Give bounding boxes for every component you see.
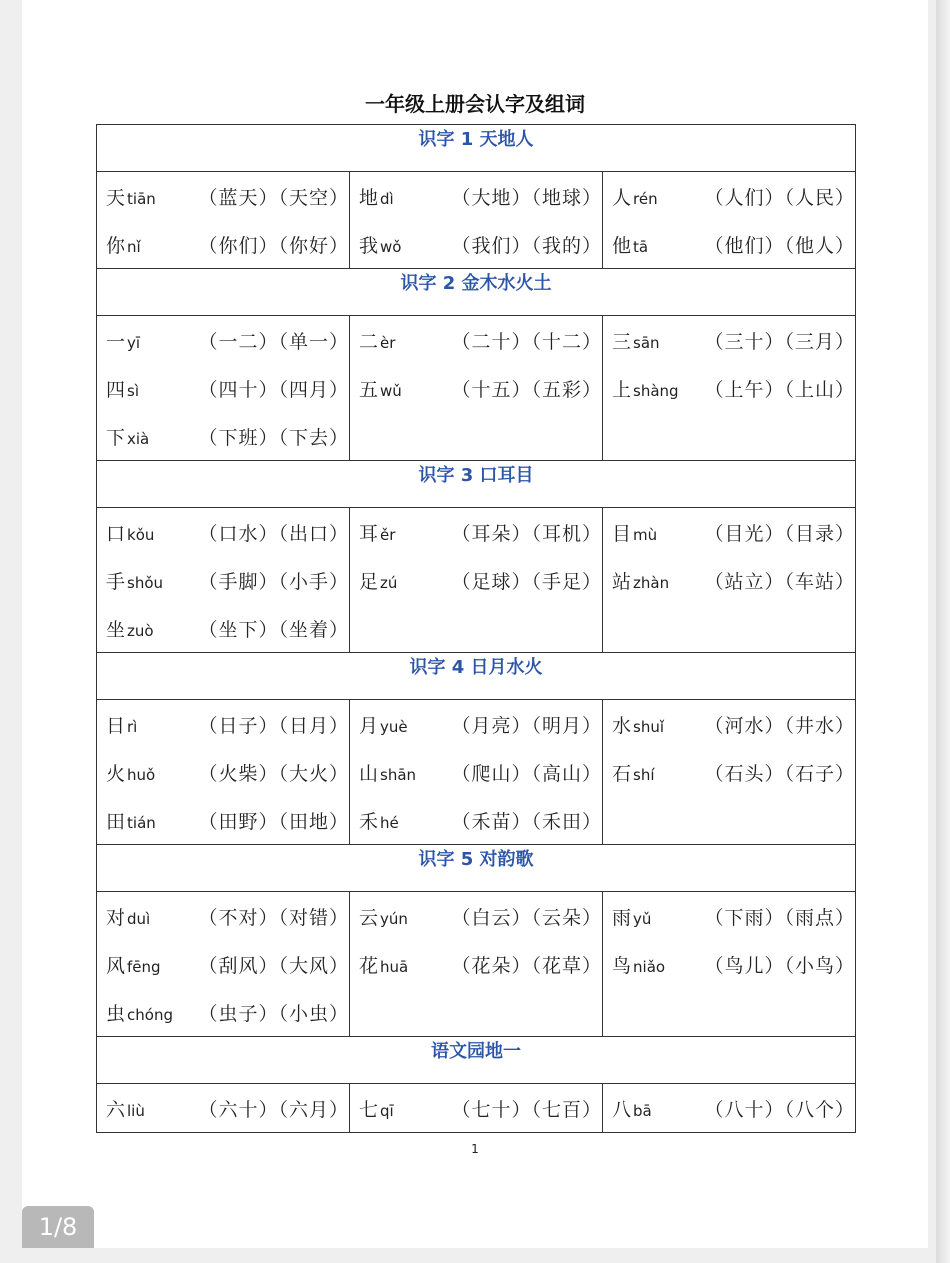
- character-entry: [97, 172, 349, 220]
- character-entry: [97, 1084, 349, 1132]
- pinyin: rén: [633, 189, 658, 208]
- character-with-pinyin: [97, 519, 198, 546]
- section-title: 识字 2 金木水火土: [97, 269, 856, 316]
- pinyin: tiān: [127, 189, 156, 208]
- word-combinations: （田野）（田地）: [198, 810, 349, 833]
- pinyin: yī: [127, 333, 141, 352]
- word-combinations: （火柴）（大火）: [198, 762, 349, 785]
- pinyin: yǔ: [633, 909, 652, 928]
- character: 日: [106, 714, 126, 737]
- character-entry: [97, 508, 349, 556]
- pinyin: qī: [380, 1101, 394, 1120]
- section-title-row: [97, 1037, 856, 1084]
- section-title: 识字 4 日月水火: [97, 653, 856, 700]
- character: 足: [359, 570, 379, 593]
- pinyin: tián: [127, 813, 156, 832]
- character-with-pinyin: [603, 327, 704, 354]
- character-with-pinyin: [603, 903, 704, 930]
- character-with-pinyin: [350, 183, 451, 210]
- character: 山: [359, 762, 379, 785]
- character: 鸟: [612, 954, 632, 977]
- character-entry: [603, 892, 855, 940]
- pinyin: sān: [633, 333, 660, 352]
- character: 禾: [359, 810, 379, 833]
- section-title: 识字 5 对韵歌: [97, 845, 856, 892]
- character-with-pinyin: [603, 231, 704, 258]
- word-combinations: （下班）（下去）: [198, 426, 349, 449]
- character: 田: [106, 810, 126, 833]
- character-with-pinyin: [350, 375, 451, 402]
- character-with-pinyin: [97, 807, 198, 834]
- character-entry: [97, 988, 349, 1036]
- pinyin: wǒ: [380, 237, 402, 256]
- character-column: [350, 508, 603, 653]
- word-combinations: （十五）（五彩）: [451, 378, 602, 401]
- character-column: [603, 892, 856, 1037]
- character-entry: [97, 700, 349, 748]
- character-with-pinyin: [97, 423, 198, 450]
- character: 口: [106, 522, 126, 545]
- character-with-pinyin: [97, 327, 198, 354]
- section-title-row: [97, 845, 856, 892]
- pinyin: shān: [380, 765, 417, 784]
- character-column: [350, 1084, 603, 1133]
- character: 手: [106, 570, 126, 593]
- character-column: [97, 316, 350, 461]
- character-with-pinyin: [603, 759, 704, 786]
- character: 石: [612, 762, 632, 785]
- word-combinations: （鸟儿）（小鸟）: [704, 954, 855, 977]
- word-combinations: （八十）（八个）: [704, 1098, 855, 1121]
- word-combinations: （四十）（四月）: [198, 378, 349, 401]
- character-entry: [603, 220, 855, 268]
- character: 人: [612, 186, 632, 209]
- character-entry: [603, 940, 855, 988]
- word-combinations: （刮风）（大风）: [198, 954, 349, 977]
- pinyin: zuò: [127, 621, 154, 640]
- character-with-pinyin: [97, 567, 198, 594]
- pinyin: rì: [127, 717, 138, 736]
- section-content-row: [97, 892, 856, 1037]
- character-with-pinyin: [97, 711, 198, 738]
- character-with-pinyin: [97, 999, 198, 1026]
- character-with-pinyin: [603, 711, 704, 738]
- section-content-row: [97, 508, 856, 653]
- pinyin: chóng: [127, 1005, 173, 1024]
- word-combinations: （大地）（地球）: [451, 186, 602, 209]
- character-with-pinyin: [97, 903, 198, 930]
- pinyin: shuǐ: [633, 717, 665, 736]
- pinyin: nǐ: [127, 237, 141, 256]
- pinyin: kǒu: [127, 525, 155, 544]
- character-entry: [350, 1084, 602, 1132]
- character-with-pinyin: [350, 711, 451, 738]
- pinyin: shàng: [633, 381, 679, 400]
- word-combinations: （石头）（石子）: [704, 762, 855, 785]
- pinyin: yuè: [380, 717, 408, 736]
- character: 耳: [359, 522, 379, 545]
- word-combinations: （白云）（云朵）: [451, 906, 602, 929]
- scrollbar-strip[interactable]: [936, 0, 950, 1263]
- character-column: [350, 316, 603, 461]
- character-column: [97, 1084, 350, 1133]
- character: 坐: [106, 618, 126, 641]
- character: 目: [612, 522, 632, 545]
- character: 地: [359, 186, 379, 209]
- character-column: [97, 700, 350, 845]
- character-entry: [350, 940, 602, 988]
- character-entry: [97, 364, 349, 412]
- character: 风: [106, 954, 126, 977]
- word-combinations: （不对）（对错）: [198, 906, 349, 929]
- pinyin: sì: [127, 381, 139, 400]
- character-entry: [350, 364, 602, 412]
- character: 我: [359, 234, 379, 257]
- pinyin: zhàn: [633, 573, 670, 592]
- word-combinations: （下雨）（雨点）: [704, 906, 855, 929]
- character: 天: [106, 186, 126, 209]
- character-column: [350, 892, 603, 1037]
- word-combinations: （禾苗）（禾田）: [451, 810, 602, 833]
- word-combinations: （人们）（人民）: [704, 186, 855, 209]
- character-with-pinyin: [97, 951, 198, 978]
- character-column: [603, 172, 856, 269]
- word-combinations: （目光）（目录）: [704, 522, 855, 545]
- character-entry: [603, 748, 855, 796]
- character: 雨: [612, 906, 632, 929]
- word-combinations: （上午）（上山）: [704, 378, 855, 401]
- character-entry: [350, 892, 602, 940]
- character-column: [350, 700, 603, 845]
- character-column: [603, 508, 856, 653]
- character: 你: [106, 234, 126, 257]
- character-entry: [97, 412, 349, 460]
- character-entry: [603, 556, 855, 604]
- character: 对: [106, 906, 126, 929]
- character: 五: [359, 378, 379, 401]
- word-combinations: （他们）（他人）: [704, 234, 855, 257]
- word-combinations: （坐下）（坐着）: [198, 618, 349, 641]
- section-content-row: [97, 700, 856, 845]
- character: 八: [612, 1098, 632, 1121]
- character: 花: [359, 954, 379, 977]
- character-entry: [97, 556, 349, 604]
- character-with-pinyin: [350, 519, 451, 546]
- character-column: [603, 700, 856, 845]
- word-combinations: （你们）（你好）: [198, 234, 349, 257]
- character: 上: [612, 378, 632, 401]
- character: 六: [106, 1098, 126, 1121]
- character-entry: [97, 604, 349, 652]
- character-with-pinyin: [350, 231, 451, 258]
- character-with-pinyin: [603, 183, 704, 210]
- pinyin: huā: [380, 957, 409, 976]
- character-with-pinyin: [97, 1095, 198, 1122]
- character-with-pinyin: [350, 327, 451, 354]
- character-entry: [350, 700, 602, 748]
- word-combinations: （河水）（井水）: [704, 714, 855, 737]
- character-with-pinyin: [603, 519, 704, 546]
- pinyin: zú: [380, 573, 398, 592]
- character-column: [603, 1084, 856, 1133]
- section-title-row: [97, 125, 856, 172]
- character-with-pinyin: [603, 567, 704, 594]
- character-with-pinyin: [350, 567, 451, 594]
- word-combinations: （足球）（手足）: [451, 570, 602, 593]
- pinyin: dì: [380, 189, 394, 208]
- character-column: [97, 508, 350, 653]
- character-entry: [97, 892, 349, 940]
- pinyin: ěr: [380, 525, 396, 544]
- word-combinations: （口水）（出口）: [198, 522, 349, 545]
- character-entry: [603, 700, 855, 748]
- word-combinations: （月亮）（明月）: [451, 714, 602, 737]
- pinyin: huǒ: [127, 765, 156, 784]
- pinyin: hé: [380, 813, 399, 832]
- character: 七: [359, 1098, 379, 1121]
- section-title: 语文园地一: [97, 1037, 856, 1084]
- character-entry: [97, 940, 349, 988]
- pinyin: duì: [127, 909, 151, 928]
- character-entry: [350, 316, 602, 364]
- character: 虫: [106, 1002, 126, 1025]
- character: 四: [106, 378, 126, 401]
- character-with-pinyin: [97, 759, 198, 786]
- character-with-pinyin: [603, 375, 704, 402]
- character-with-pinyin: [603, 951, 704, 978]
- character-with-pinyin: [97, 615, 198, 642]
- pinyin: liù: [127, 1101, 145, 1120]
- character-entry: [97, 748, 349, 796]
- character: 三: [612, 330, 632, 353]
- word-combinations: （耳朵）（耳机）: [451, 522, 602, 545]
- character-entry: [350, 748, 602, 796]
- word-combinations: （七十）（七百）: [451, 1098, 602, 1121]
- character-entry: [603, 364, 855, 412]
- character-entry: [97, 220, 349, 268]
- character-column: [97, 172, 350, 269]
- character-entry: [603, 508, 855, 556]
- character-table: [96, 124, 856, 1133]
- character-entry: [350, 508, 602, 556]
- word-combinations: （虫子）（小虫）: [198, 1002, 349, 1025]
- pinyin: xià: [127, 429, 150, 448]
- page-indicator[interactable]: 1/8: [22, 1206, 94, 1248]
- character-entry: [350, 556, 602, 604]
- document-title: 一年级上册会认字及组词: [365, 92, 585, 116]
- character-column: [97, 892, 350, 1037]
- character-with-pinyin: [603, 1095, 704, 1122]
- character: 月: [359, 714, 379, 737]
- character-with-pinyin: [97, 231, 198, 258]
- section-title: 识字 1 天地人: [97, 125, 856, 172]
- character: 站: [612, 570, 632, 593]
- character-with-pinyin: [350, 807, 451, 834]
- pinyin: wǔ: [380, 381, 402, 400]
- word-combinations: （站立）（车站）: [704, 570, 855, 593]
- pinyin: mù: [633, 525, 658, 544]
- character-with-pinyin: [97, 375, 198, 402]
- page-number: 1: [471, 1142, 479, 1156]
- character-column: [350, 172, 603, 269]
- character-entry: [603, 172, 855, 220]
- character-with-pinyin: [350, 951, 451, 978]
- word-combinations: （蓝天）（天空）: [198, 186, 349, 209]
- word-combinations: （六十）（六月）: [198, 1098, 349, 1121]
- section-title-row: [97, 461, 856, 508]
- character-entry: [97, 316, 349, 364]
- pinyin: fēng: [127, 957, 161, 976]
- character-entry: [350, 796, 602, 844]
- character-with-pinyin: [350, 903, 451, 930]
- pinyin: bā: [633, 1101, 652, 1120]
- section-content-row: [97, 1084, 856, 1133]
- character-with-pinyin: [350, 1095, 451, 1122]
- pinyin: tā: [633, 237, 649, 256]
- pinyin: niǎo: [633, 957, 666, 976]
- character-entry: [603, 1084, 855, 1132]
- word-combinations: （日子）（日月）: [198, 714, 349, 737]
- word-combinations: （爬山）（高山）: [451, 762, 602, 785]
- pinyin: yún: [380, 909, 408, 928]
- character: 二: [359, 330, 379, 353]
- section-title-row: [97, 653, 856, 700]
- word-combinations: （我们）（我的）: [451, 234, 602, 257]
- section-content-row: [97, 316, 856, 461]
- character: 水: [612, 714, 632, 737]
- word-combinations: （手脚）（小手）: [198, 570, 349, 593]
- section-content-row: [97, 172, 856, 269]
- word-combinations: （二十）（十二）: [451, 330, 602, 353]
- character-with-pinyin: [97, 183, 198, 210]
- section-title: 识字 3 口耳目: [97, 461, 856, 508]
- character-entry: [97, 796, 349, 844]
- pinyin: shǒu: [127, 573, 164, 592]
- character: 他: [612, 234, 632, 257]
- character-column: [603, 316, 856, 461]
- section-title-row: [97, 269, 856, 316]
- pinyin: èr: [380, 333, 396, 352]
- character: 云: [359, 906, 379, 929]
- character-entry: [350, 220, 602, 268]
- character-entry: [350, 172, 602, 220]
- word-combinations: （三十）（三月）: [704, 330, 855, 353]
- character: 火: [106, 762, 126, 785]
- word-combinations: （花朵）（花草）: [451, 954, 602, 977]
- character: 下: [106, 426, 126, 449]
- word-combinations: （一二）（单一）: [198, 330, 349, 353]
- character-entry: [603, 316, 855, 364]
- pinyin: shí: [633, 765, 655, 784]
- character-with-pinyin: [350, 759, 451, 786]
- character: 一: [106, 330, 126, 353]
